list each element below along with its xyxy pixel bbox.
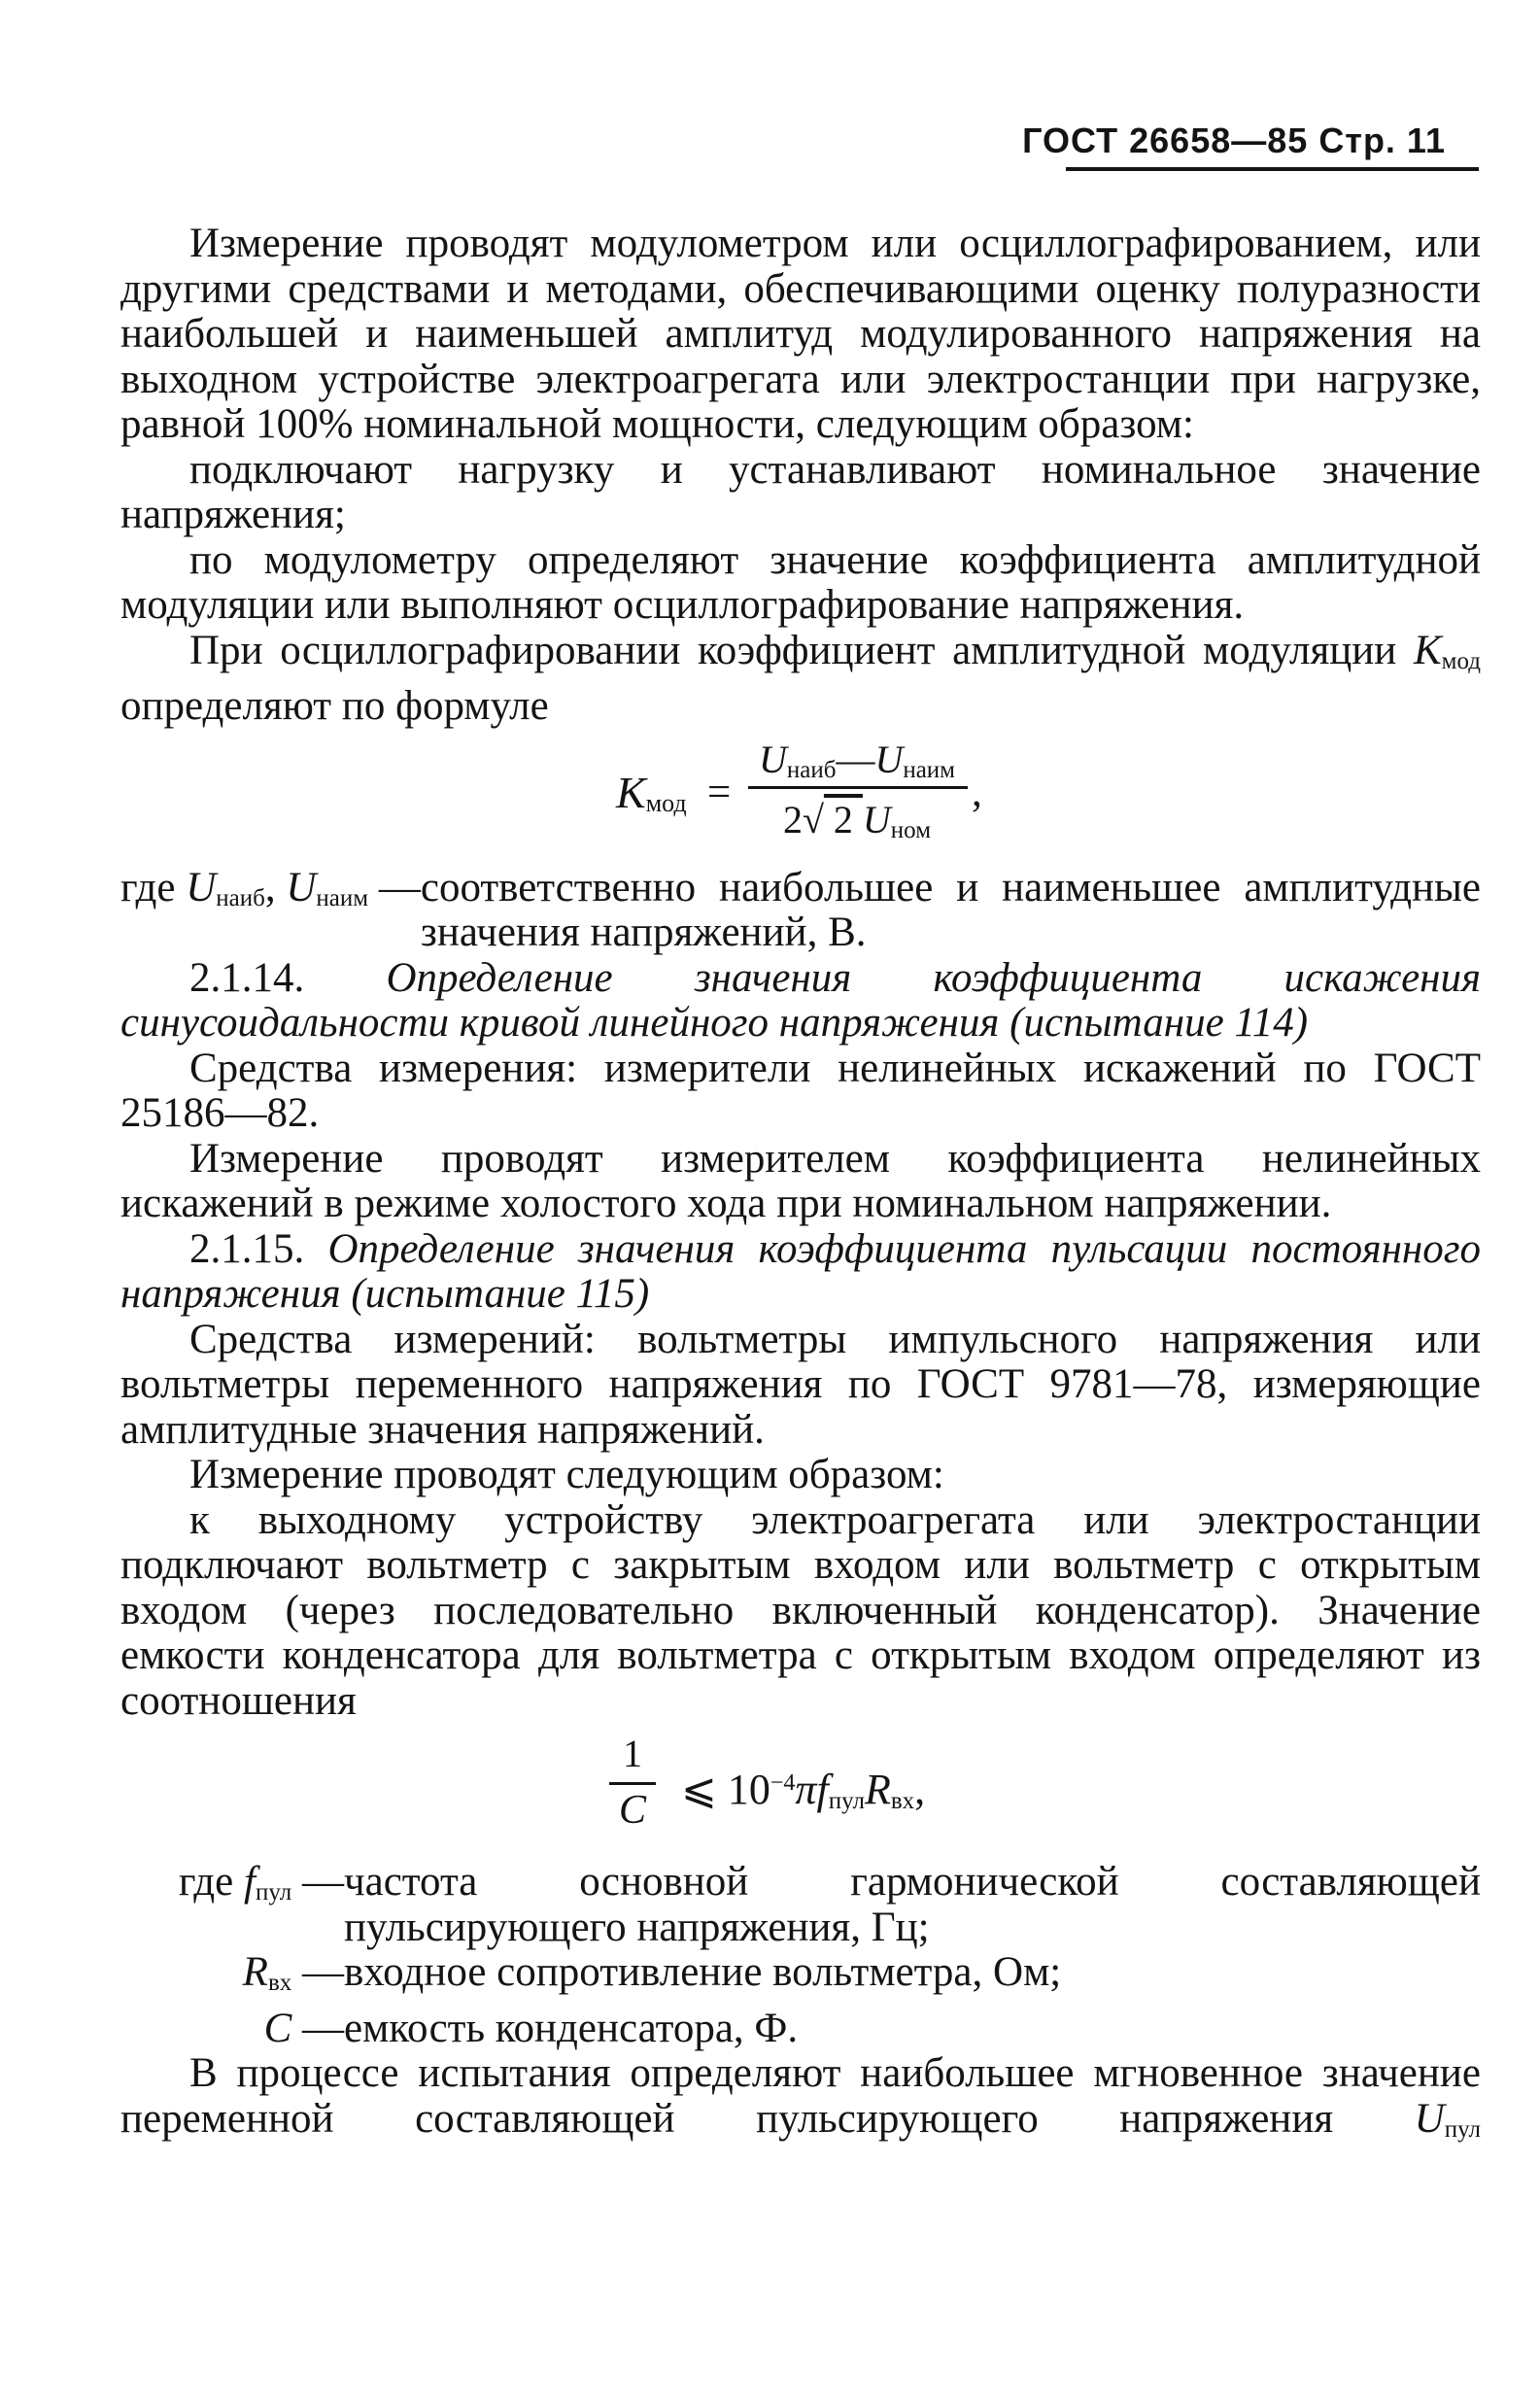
definition-text: входное сопротивление вольтметра, Ом;	[344, 1949, 1062, 1995]
definition-text: частота основной гармонической составляющей пульсирующего напряжения, Гц;	[344, 1859, 1481, 1950]
paragraph: При осциллографировании коэффициент амплитудной модуляции $K_{мод}$ определяют по формуле	[120, 627, 1481, 729]
formula-modulation-coefficient: $K_{мод}$ = $U_{наиб}—U_{наим}$ 2√ 2 $U_{ном}$ ,	[120, 738, 1481, 852]
where-clause: где $f_{пул}$ — частота основной гармонической составляющей пульсирующего напряжения, Гц; $R_{вх}$ — входное сопротивление вольтметра, Ом; C — емкость конденсатора, Ф.	[178, 1859, 1481, 2051]
paragraph: Измерение проводят измерителем коэффициента нелинейных искажений в режиме холостого хода при номинальном напряжении.	[120, 1135, 1481, 1226]
section-heading-2-1-15: 2.1.15. Определение значения коэффициента пульсации постоянного напряжения (испытание 115)	[120, 1225, 1482, 1317]
paragraph: к выходному устройству электроагрегата или электростанции подключают вольтметр с закрытым входом или вольтметр с открытым входом (через последовательно включенный конденсатор). Значение емкости конденсатора для вольтметра с открытым входом определяют из соотношения	[120, 1496, 1481, 1724]
paragraph: В процессе испытания определяют наибольшее мгновенное значение переменной составляющей пульсирующего напряжения $U_{пул}$	[120, 2050, 1481, 2143]
formula-denominator: 2√ 2 $U_{ном}$	[782, 797, 932, 843]
paragraph: Измерение проводят следующим образом:	[189, 1452, 944, 1497]
document-code: ГОСТ 26658—85	[1022, 120, 1309, 160]
paragraph: Средства измерения: измерители нелинейных искажений по ГОСТ 25186—82.	[120, 1045, 1481, 1136]
paragraph: Измерение проводят модулометром или осциллографированием, или другими средствами и методами, обеспечивающими оценку полуразности наибольшей и наименьшей амплитуд модулированного напряжения на выходном устройстве электроагрегата или электростанции при нагрузке, равной 100% номинальной мощности, следующим образом:	[120, 221, 1481, 447]
fraction-bar	[609, 1782, 656, 1785]
formula-numerator: $U_{наиб}—U_{наим}$	[758, 737, 956, 783]
fraction-bar	[748, 786, 968, 789]
paragraph: Средства измерений: вольтметры импульсного напряжения или вольтметры переменного напряжения по ГОСТ 9781—78, измеряющие амплитудные значения напряжений.	[120, 1316, 1481, 1453]
page-number: Стр. 11	[1318, 120, 1446, 160]
formula-equals: =	[707, 769, 732, 815]
page-header	[1022, 120, 1446, 161]
definition-text: соответственно наибольшее и наименьшее амплитудные значения напряжений, В.	[420, 864, 1481, 955]
formula-lhs: $K_{мод}$	[616, 767, 687, 817]
where-clause: где $U_{наиб}$, $U_{наим}$ — соответственно наибольшее и наименьшее амплитудные значения напряжений, В.	[120, 864, 1481, 955]
paragraph: подключают нагрузку и устанавливают номинальное значение напряжения;	[120, 446, 1481, 537]
definition-text: емкость конденсатора, Ф.	[344, 2005, 799, 2051]
section-heading-2-1-14: 2.1.14. Определение значения коэффициента искажения синусоидальности кривой линейного напряжения (испытание 114)	[120, 954, 1482, 1046]
body-text	[120, 222, 1481, 2152]
header-rule	[1066, 167, 1479, 171]
formula-capacitance-condition: 1 C ⩽ $10^{-4}\pi f_{пул}R_{вх}$,	[120, 1732, 1481, 1846]
paragraph: по модулометру определяют значение коэффициента амплитудной модуляции или выполняют осциллографирование напряжения.	[120, 536, 1481, 628]
formula-rhs: ⩽ $10^{-4}\pi f_{пул}R_{вх}$,	[681, 1766, 926, 1814]
